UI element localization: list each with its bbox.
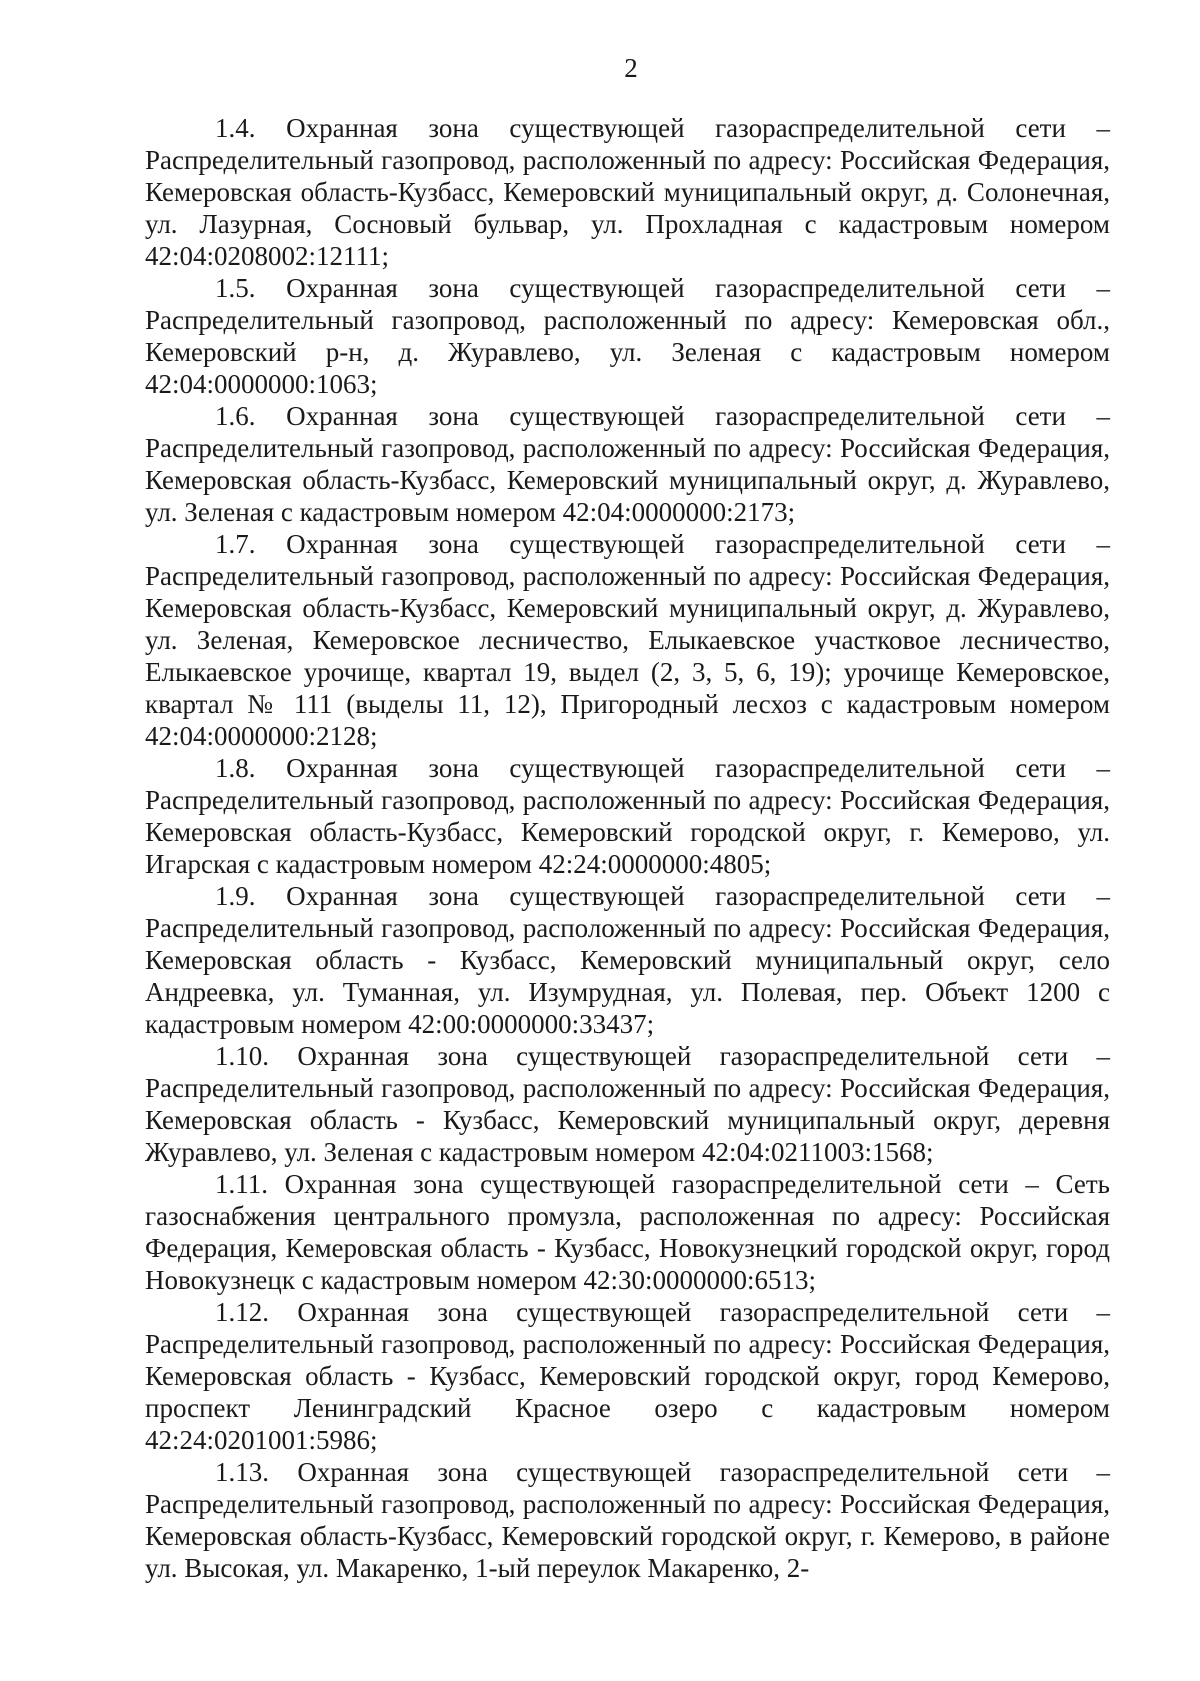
paragraph-1-11: 1.11. Охранная зона существующей газораспределительной сети – Сеть газоснабжения центрального промузла, расположенная по адресу: Российская Федерация, Кемеровская область - Кузбасс, Новокузнецкий городской округ, город Новокузнецк с кадастровым номером 42:30:0000000:6513; — [145, 1169, 1110, 1295]
paragraph-1-9: 1.9. Охранная зона существующей газораспределительной сети – Распределительный газопровод, расположенный по адресу: Российская Федерация, Кемеровская область - Кузбасс, Кемеровский муниципальный округ, село Андреевка, ул. Туманная, ул. Изумрудная, ул. Полевая, пер. Объект 1200 с кадастровым номером 42:00:0000000:33437; — [145, 881, 1110, 1039]
paragraph-1-5: 1.5. Охранная зона существующей газораспределительной сети – Распределительный газопровод, расположенный по адресу: Кемеровская обл., Кемеровский р-н, д. Журавлево, ул. Зеленая с кадастровым номером 42:04:0000000:1063; — [145, 273, 1110, 399]
paragraph-1-7: 1.7. Охранная зона существующей газораспределительной сети – Распределительный газопровод, расположенный по адресу: Российская Федерация, Кемеровская область-Кузбасс, Кемеровский муниципальный округ, д. Журавлево, ул. Зеленая, Кемеровское лесничество, Елыкаевское участковое лесничество, Елыкаевское урочище, квартал 19, выдел (2, 3, 5, 6, 19); урочище Кемеровское, квартал № 111 (выделы 11, 12), Пригородный лесхоз с кадастровым номером 42:04:0000000:2128; — [145, 529, 1110, 751]
page-number: 2 — [624, 53, 638, 83]
paragraph-1-8: 1.8. Охранная зона существующей газораспределительной сети – Распределительный газопровод, расположенный по адресу: Российская Федерация, Кемеровская область-Кузбасс, Кемеровский городской округ, г. Кемерово, ул. Игарская с кадастровым номером 42:24:0000000:4805; — [145, 753, 1110, 879]
paragraph-1-13: 1.13. Охранная зона существующей газораспределительной сети – Распределительный газопровод, расположенный по адресу: Российская Федерация, Кемеровская область-Кузбасс, Кемеровский городской округ, г. Кемерово, в районе ул. Высокая, ул. Макаренко, 1-ый переулок Макаренко, 2- — [145, 1457, 1110, 1583]
paragraph-1-6: 1.6. Охранная зона существующей газораспределительной сети – Распределительный газопровод, расположенный по адресу: Российская Федерация, Кемеровская область-Кузбасс, Кемеровский муниципальный округ, д. Журавлево, ул. Зеленая с кадастровым номером 42:04:0000000:2173; — [145, 401, 1110, 527]
document-body — [145, 112, 1110, 1584]
paragraph-1-10: 1.10. Охранная зона существующей газораспределительной сети – Распределительный газопровод, расположенный по адресу: Российская Федерация, Кемеровская область - Кузбасс, Кемеровский муниципальный округ, деревня Журавлево, ул. Зеленая с кадастровым номером 42:04:0211003:1568; — [145, 1041, 1110, 1167]
paragraph-1-12: 1.12. Охранная зона существующей газораспределительной сети – Распределительный газопровод, расположенный по адресу: Российская Федерация, Кемеровская область - Кузбасс, Кемеровский городской округ, город Кемерово, проспект Ленинградский Красное озеро с кадастровым номером 42:24:0201001:5986; — [145, 1297, 1110, 1455]
paragraph-1-4: 1.4. Охранная зона существующей газораспределительной сети – Распределительный газопровод, расположенный по адресу: Российская Федерация, Кемеровская область-Кузбасс, Кемеровский муниципальный округ, д. Солонечная, ул. Лазурная, Сосновый бульвар, ул. Прохладная с кадастровым номером 42:04:0208002:12111; — [145, 113, 1110, 271]
